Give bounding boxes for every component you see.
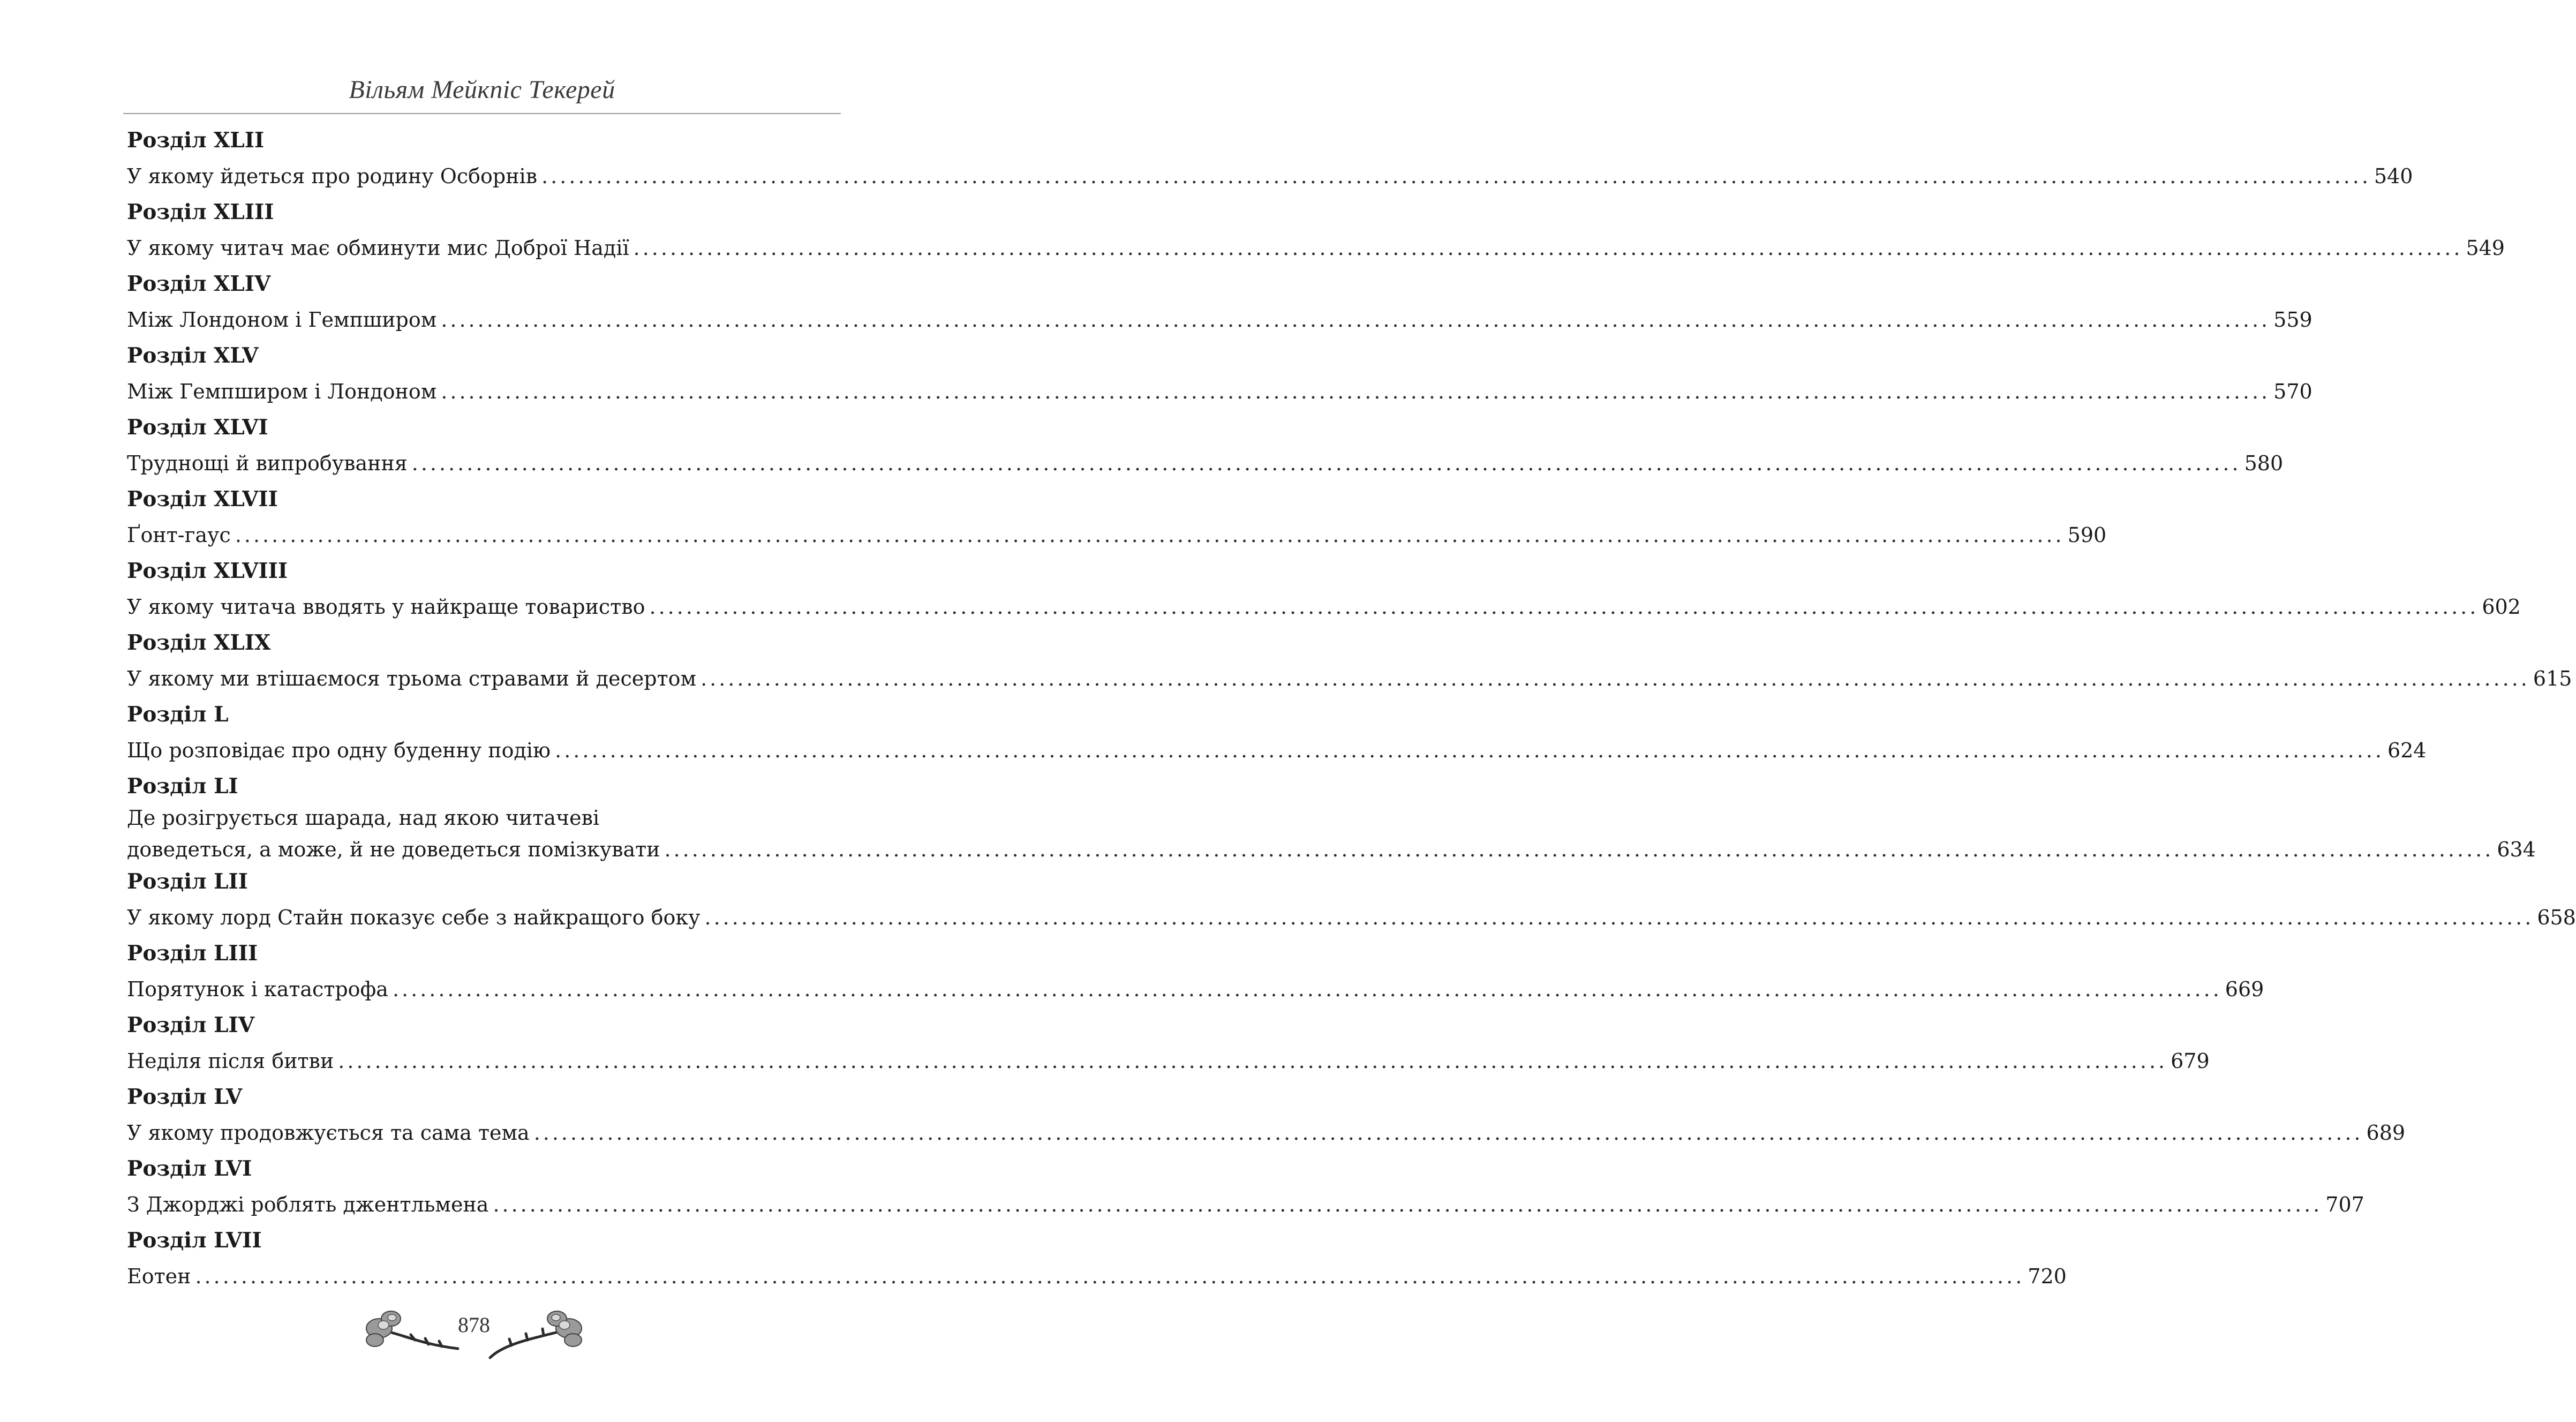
toc-entry[interactable]: [127, 770, 2536, 866]
toc-entry[interactable]: [127, 555, 2521, 627]
chapter-title: Порятунок і катастрофа: [127, 977, 388, 1001]
leader-dots: ........................................................................................................................................................................................................: [338, 1049, 2168, 1073]
page-number: 669: [2225, 977, 2264, 1001]
leader-dots: ........................................................................................................................................................................................................: [411, 452, 2241, 475]
chapter-heading: Розділ XLVII: [127, 487, 278, 511]
page-number: 658: [2537, 906, 2576, 929]
leader-dots: ........................................................................................................................................................................................................: [541, 164, 2371, 188]
toc-entry[interactable]: [127, 196, 2505, 268]
chapter-title-line: [127, 587, 2521, 627]
toc-entry[interactable]: [127, 340, 2313, 411]
chapter-heading: Розділ L: [127, 702, 229, 727]
floral-ornament-left-icon: [364, 1307, 461, 1366]
page-footer: [0, 1296, 948, 1360]
chapter-title-line: [127, 1257, 2067, 1296]
page-number: 689: [2366, 1121, 2406, 1145]
leader-dots: ........................................................................................................................................................................................................: [392, 977, 2222, 1001]
chapter-title-line: [127, 300, 2313, 340]
chapter-title: З Джорджі роблять джентльмена: [127, 1193, 489, 1216]
chapter-title-line: [127, 156, 2413, 196]
page-number: 679: [2171, 1049, 2210, 1073]
chapter-title: Труднощі й випробування: [127, 452, 408, 475]
floral-ornament-right-icon: [487, 1307, 584, 1366]
chapter-title-line: [127, 898, 2576, 937]
running-head: Вільям Мейкпіс Текерей: [349, 76, 615, 104]
leader-dots: ........................................................................................................................................................................................................: [649, 595, 2479, 619]
page-number: 624: [2387, 739, 2427, 762]
chapter-heading: Розділ XLIII: [127, 200, 274, 224]
chapter-title: У якому ми втішаємося трьома стравами й десертом: [127, 667, 697, 690]
leader-dots: ........................................................................................................................................................................................................: [533, 1121, 2363, 1145]
leader-dots: ........................................................................................................................................................................................................: [555, 739, 2384, 762]
page-number: 549: [2466, 236, 2505, 260]
toc-entry[interactable]: [127, 698, 2427, 770]
folio-page-number: 878: [458, 1313, 490, 1337]
page-number: 559: [2273, 308, 2313, 332]
chapter-title-line: [127, 443, 2284, 483]
chapter-title: Ґонт-гаус: [127, 523, 231, 547]
page-number: 580: [2244, 452, 2284, 475]
leader-dots: ........................................................................................................................................................................................................: [441, 380, 2271, 403]
page-number: 590: [2067, 523, 2107, 547]
leader-dots: ........................................................................................................................................................................................................: [493, 1193, 2323, 1216]
chapter-title-line: [127, 372, 2313, 411]
table-of-contents: [127, 124, 2576, 1296]
chapter-heading: Розділ XLVIII: [127, 559, 288, 583]
chapter-heading: Розділ XLV: [127, 343, 259, 368]
chapter-heading: Розділ XLIV: [127, 272, 271, 296]
chapter-heading: Розділ LVII: [127, 1228, 262, 1253]
toc-entry[interactable]: [127, 1224, 2067, 1296]
toc-entry[interactable]: [127, 1081, 2406, 1153]
chapter-title-line: [127, 515, 2107, 555]
chapter-title-line: [127, 1113, 2406, 1153]
chapter-title: Між Лондоном і Гемпширом: [127, 308, 437, 332]
page-number: 634: [2497, 838, 2536, 861]
chapter-title: Неділя після битви: [127, 1049, 334, 1073]
chapter-title-line: [127, 1185, 2364, 1224]
header-rule: [123, 113, 841, 114]
page-number: 540: [2374, 164, 2413, 188]
toc-entry[interactable]: [127, 268, 2313, 340]
leader-dots: ........................................................................................................................................................................................................: [701, 667, 2530, 690]
chapter-title-line: [127, 1041, 2210, 1081]
toc-entry[interactable]: [127, 1009, 2210, 1081]
chapter-title: У якому читач має обминути мис Доброї Надії: [127, 236, 629, 260]
leader-dots: ........................................................................................................................................................................................................: [195, 1265, 2025, 1288]
page-number: 707: [2325, 1193, 2364, 1216]
chapter-title: доведеться, а може, й не доведеться помізкувати: [127, 838, 660, 861]
leader-dots: ........................................................................................................................................................................................................: [441, 308, 2271, 332]
chapter-heading: Розділ XLII: [127, 128, 265, 153]
toc-entry[interactable]: [127, 937, 2264, 1009]
toc-entry[interactable]: [127, 1153, 2364, 1224]
chapter-title: Еотен: [127, 1265, 191, 1288]
leader-dots: ........................................................................................................................................................................................................: [235, 523, 2065, 547]
toc-entry[interactable]: [127, 627, 2572, 698]
toc-entry[interactable]: [127, 411, 2284, 483]
chapter-title-line: [127, 659, 2572, 698]
chapter-heading: Розділ LIII: [127, 941, 258, 966]
chapter-title: У якому читача вводять у найкраще товариство: [127, 595, 645, 619]
chapter-title-first-line: Де розігрується шарада, над якою читачеві: [127, 806, 600, 830]
toc-entry[interactable]: [127, 866, 2576, 937]
chapter-title: Що розповідає про одну буденну подію: [127, 739, 551, 762]
chapter-heading: Розділ LIV: [127, 1013, 255, 1037]
chapter-title-line: [127, 833, 2536, 866]
chapter-title-line: [127, 731, 2427, 770]
chapter-heading: Розділ LV: [127, 1085, 243, 1109]
page-number: 570: [2273, 380, 2313, 403]
chapter-heading: Розділ LII: [127, 869, 248, 894]
chapter-heading: Розділ XLIX: [127, 630, 271, 655]
leader-dots: ........................................................................................................................................................................................................: [704, 906, 2534, 929]
page-number: 602: [2482, 595, 2521, 619]
chapter-title: У якому продовжується та сама тема: [127, 1121, 530, 1145]
toc-entry[interactable]: [127, 483, 2107, 555]
leader-dots: ........................................................................................................................................................................................................: [664, 838, 2494, 861]
page-number: 720: [2028, 1265, 2067, 1288]
chapter-title-line: [127, 228, 2505, 268]
chapter-title: У якому лорд Стайн показує себе з найкращого боку: [127, 906, 701, 929]
chapter-title: У якому йдеться про родину Осборнів: [127, 164, 538, 188]
leader-dots: ........................................................................................................................................................................................................: [633, 236, 2463, 260]
chapter-heading: Розділ LI: [127, 774, 238, 799]
chapter-heading: Розділ LVI: [127, 1156, 252, 1181]
toc-entry[interactable]: [127, 124, 2413, 196]
chapter-title: Між Гемпширом і Лондоном: [127, 380, 437, 403]
chapter-title-line: [127, 969, 2264, 1009]
page-number: 615: [2533, 667, 2572, 690]
chapter-heading: Розділ XLVI: [127, 415, 268, 440]
